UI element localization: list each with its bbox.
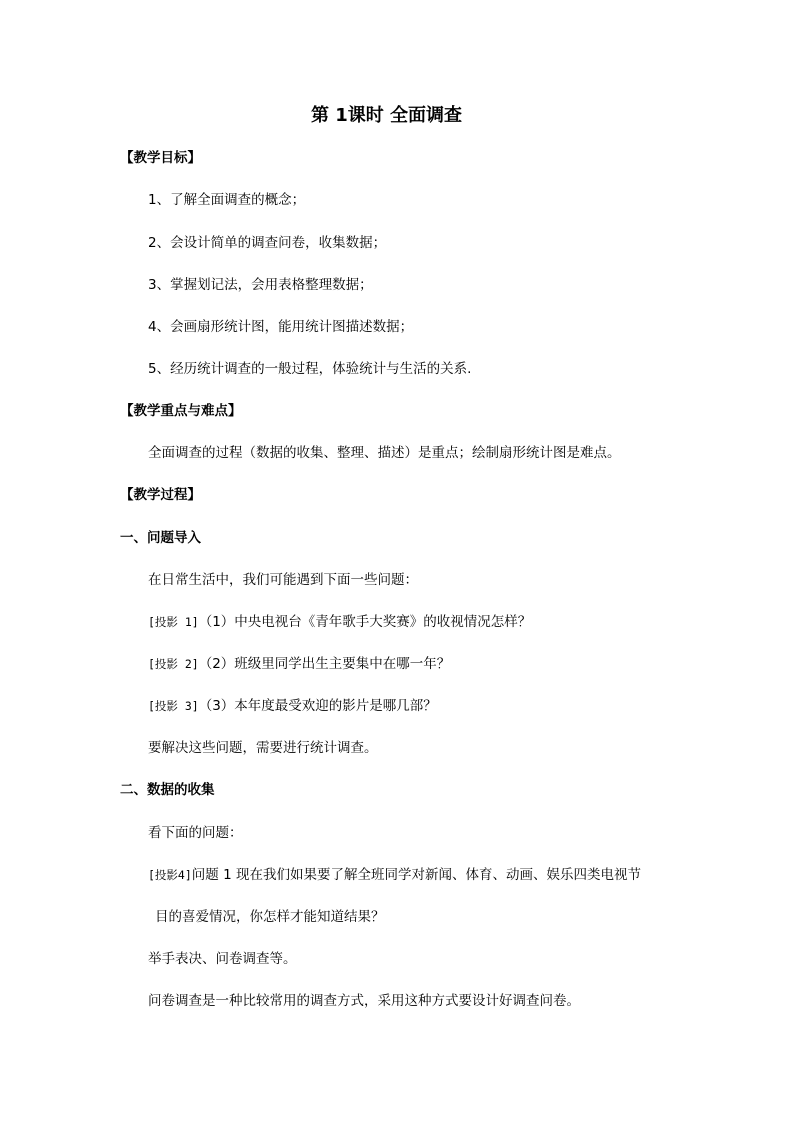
answer-text: 举手表决、问卷调查等。 xyxy=(148,951,297,967)
projection-tag: [投影 3] xyxy=(148,699,199,713)
projection-tag: [投影 1] xyxy=(148,615,199,629)
projection-tag: [投影4] xyxy=(148,868,192,882)
page-title: 第 1课时 全面调查 xyxy=(311,105,463,126)
question-continuation: 目的喜爱情况，你怎样才能知道结果？ xyxy=(155,909,385,925)
projection-tag: [投影 2] xyxy=(148,657,199,671)
projection-text: （1）中央电视台《青年歌手大奖赛》的收视情况怎样？ xyxy=(198,614,532,630)
goal-item: 4、会画扇形统计图，能用统计图描述数据； xyxy=(148,319,414,335)
section2-intro: 看下面的问题： xyxy=(148,825,243,841)
question-line xyxy=(148,865,641,885)
question-text: 问题 1 现在我们如果要了解全班同学对新闻、体育、动画、娱乐四类电视节 xyxy=(191,867,641,883)
projection-text: （2）班级里同学出生主要集中在哪一年？ xyxy=(198,656,451,672)
goals-heading: 【教学目标】 xyxy=(120,150,201,166)
section1-conclusion: 要解决这些问题，需要进行统计调查。 xyxy=(148,740,378,756)
projection-item xyxy=(148,654,450,674)
focus-heading: 【教学重点与难点】 xyxy=(120,403,242,419)
section1-intro: 在日常生活中，我们可能遇到下面一些问题： xyxy=(148,572,418,588)
note-text: 问卷调查是一种比较常用的调查方式，采用这种方式要设计好调查问卷。 xyxy=(148,993,580,1009)
goal-item: 5、经历统计调查的一般过程，体验统计与生活的关系. xyxy=(148,361,472,377)
process-heading: 【教学过程】 xyxy=(120,487,201,503)
section1-heading: 一、问题导入 xyxy=(120,530,201,546)
projection-item xyxy=(148,612,531,632)
section2-heading: 二、数据的收集 xyxy=(120,782,215,798)
projection-text: （3）本年度最受欢迎的影片是哪几部？ xyxy=(198,698,437,714)
goal-item: 2、会设计简单的调查问卷，收集数据； xyxy=(148,235,387,251)
goal-item: 1、了解全面调查的概念； xyxy=(148,192,306,208)
focus-text: 全面调查的过程（数据的收集、整理、描述）是重点；绘制扇形统计图是难点。 xyxy=(148,445,621,461)
goal-item: 3、掌握划记法，会用表格整理数据； xyxy=(148,277,373,293)
projection-item xyxy=(148,696,437,716)
